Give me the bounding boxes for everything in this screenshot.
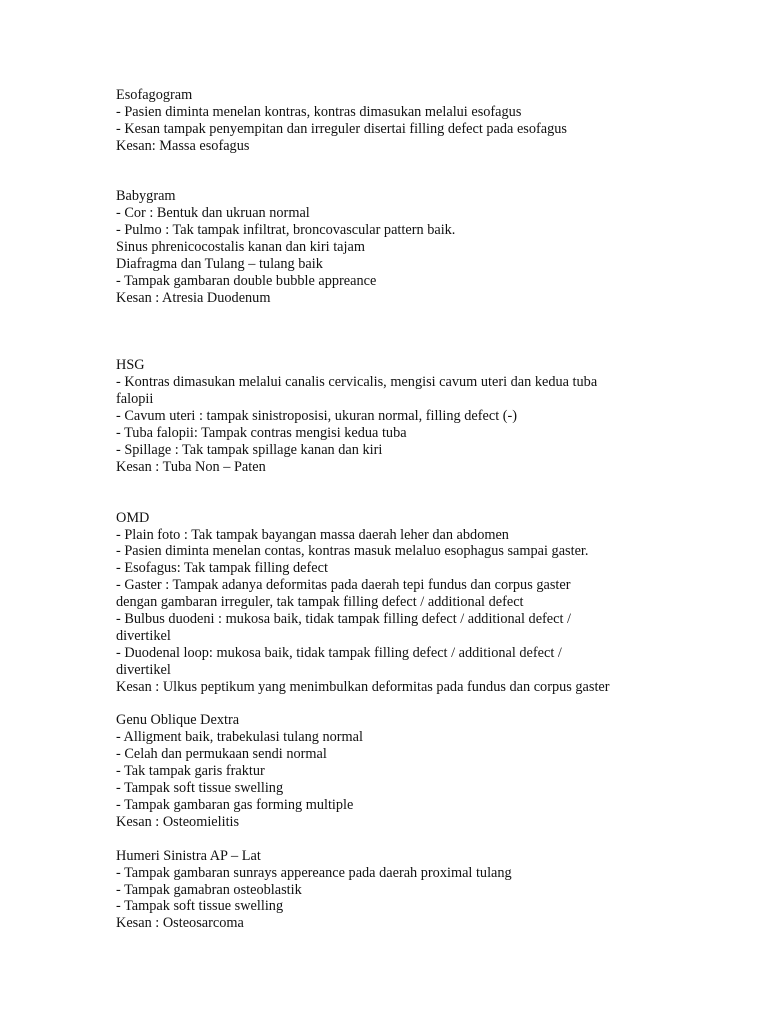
finding-line: - Pulmo : Tak tampak infiltrat, broncovascular pattern baik.	[116, 222, 456, 239]
impression-line: Kesan: Massa esofagus	[116, 137, 250, 154]
finding-line: Sinus phrenicocostalis kanan dan kiri tajam	[116, 239, 365, 256]
finding-line: - Tampak soft tissue swelling	[116, 898, 284, 915]
finding-line: - Gaster : Tampak adanya deformitas pada daerah tepi fundus dan corpus gaster	[116, 577, 571, 594]
finding-line: - Spillage : Tak tampak spillage kanan dan kiri	[116, 441, 383, 458]
finding-line: - Tampak gambaran gas forming multiple	[116, 796, 354, 813]
impression-line: Kesan : Ulkus peptikum yang menimbulkan deformitas pada fundus dan corpus gaster	[116, 678, 610, 695]
finding-line: - Kontras dimasukan melalui canalis cervicalis, mengisi cavum uteri dan kedua tuba	[116, 374, 598, 391]
section-heading: OMD	[116, 509, 150, 526]
impression-line: Kesan : Tuba Non – Paten	[116, 458, 266, 475]
finding-line: - Cavum uteri : tampak sinistroposisi, ukuran normal, filling defect (-)	[116, 408, 518, 425]
section-genu-oblique-dextra	[116, 712, 661, 830]
finding-line: - Kesan tampak penyempitan dan irreguler disertai filling defect pada esofagus	[116, 120, 567, 137]
finding-line: - Alligment baik, trabekulasi tulang normal	[116, 729, 363, 746]
section-hsg	[116, 357, 661, 475]
section-spacer	[116, 476, 661, 510]
finding-line: falopii	[116, 391, 154, 408]
impression-line: Kesan : Osteomielitis	[116, 813, 240, 830]
section-heading: Babygram	[116, 188, 176, 205]
finding-line: - Esofagus: Tak tampak filling defect	[116, 560, 328, 577]
finding-line: - Pasien diminta menelan kontras, kontras dimasukan melalui esofagus	[116, 103, 522, 120]
finding-line: - Cor : Bentuk dan ukruan normal	[116, 205, 310, 222]
section-spacer	[116, 831, 661, 848]
finding-line: - Plain foto : Tak tampak bayangan massa daerah leher dan abdomen	[116, 526, 509, 543]
section-spacer	[116, 307, 661, 358]
finding-line: - Celah dan permukaan sendi normal	[116, 746, 327, 763]
section-babygram	[116, 188, 661, 306]
finding-line: - Tampak gamabran osteoblastik	[116, 881, 302, 898]
finding-line: Diafragma dan Tulang – tulang baik	[116, 256, 323, 273]
section-heading: Genu Oblique Dextra	[116, 712, 240, 729]
finding-line: - Tak tampak garis fraktur	[116, 763, 265, 780]
finding-line: - Duodenal loop: mukosa baik, tidak tampak filling defect / additional defect /	[116, 644, 562, 661]
finding-line: - Tuba falopii: Tampak contras mengisi kedua tuba	[116, 425, 407, 442]
finding-line: dengan gambaran irreguler, tak tampak filling defect / additional defect	[116, 594, 524, 611]
finding-line: divertikel	[116, 627, 171, 644]
section-spacer	[116, 696, 661, 713]
finding-line: - Tampak soft tissue swelling	[116, 780, 284, 797]
section-heading: HSG	[116, 357, 145, 374]
section-esofagogram	[116, 87, 661, 155]
section-heading: Humeri Sinistra AP – Lat	[116, 847, 261, 864]
finding-line: - Bulbus duodeni : mukosa baik, tidak tampak filling defect / additional defect /	[116, 611, 572, 628]
section-humeri-sinistra	[116, 848, 661, 933]
impression-line: Kesan : Osteosarcoma	[116, 915, 244, 932]
finding-line: - Tampak gambaran double bubble appreance	[116, 272, 377, 289]
impression-line: Kesan : Atresia Duodenum	[116, 289, 271, 306]
section-spacer	[116, 155, 661, 189]
document-body	[116, 87, 661, 932]
section-heading: Esofagogram	[116, 87, 193, 103]
finding-line: divertikel	[116, 661, 171, 678]
finding-line: - Pasien diminta menelan contas, kontras masuk melaluo esophagus sampai gaster.	[116, 543, 589, 560]
section-omd	[116, 510, 661, 696]
finding-line: - Tampak gambaran sunrays appereance pada daerah proximal tulang	[116, 864, 512, 881]
